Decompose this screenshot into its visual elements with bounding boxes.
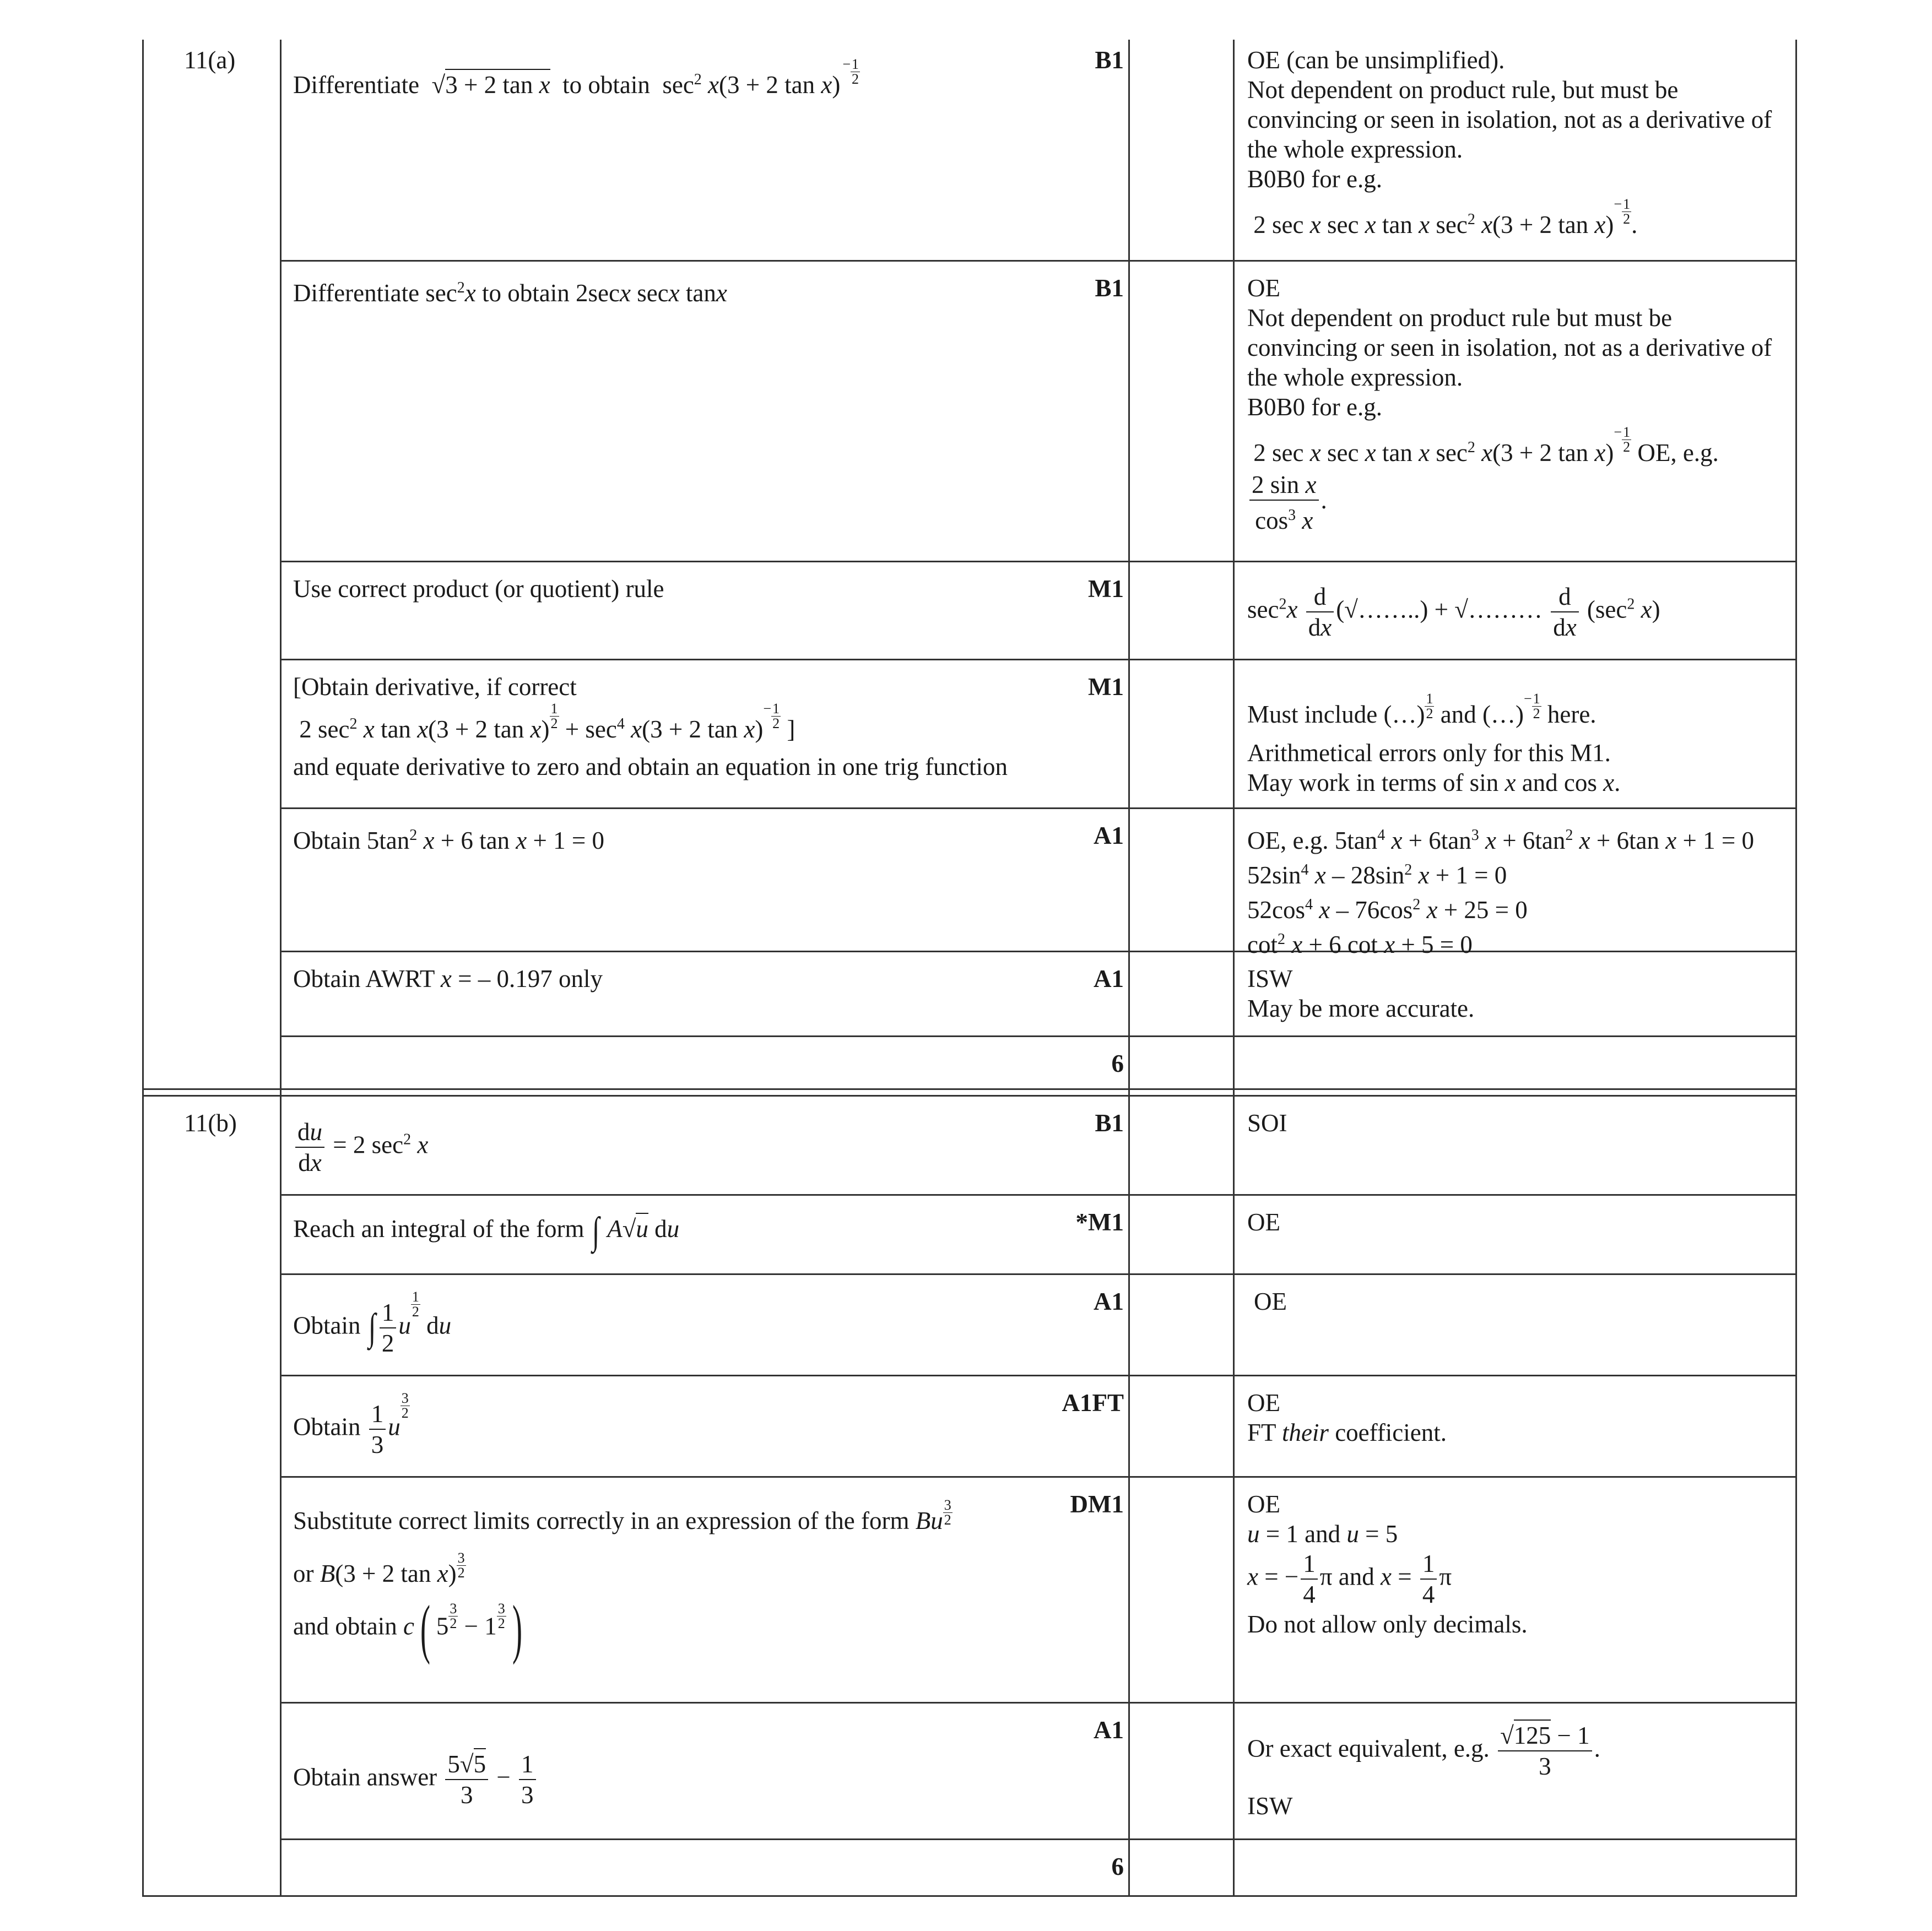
guidance-text: = 5	[1359, 1520, 1398, 1548]
guidance-line: $52\cos^4$ x – $76\cos^2$ x + 25 = 0	[1247, 896, 1528, 924]
row-divider	[280, 1273, 1797, 1275]
guidance-text: = 1 and	[1259, 1520, 1347, 1548]
mark-code: DM1	[1070, 1490, 1124, 1518]
guidance-text: FT	[1247, 1419, 1276, 1446]
row-divider	[280, 1375, 1797, 1376]
row-divider	[280, 260, 1797, 262]
guidance-line: u = 1 and u = 5	[1247, 1520, 1398, 1548]
table-border-bottom	[142, 1895, 1797, 1897]
guidance-line: $52\sin^4$ x – $28\sin^2$ x + 1 = 0	[1247, 861, 1507, 889]
mark-scheme-table	[142, 40, 1797, 1897]
guidance-text: coefficient.	[1328, 1419, 1447, 1446]
guidance-a2	[1247, 273, 1772, 535]
answer-b3: Obtain ∫ $\frac{1}{2}$ u $\frac{1}{2}$ du	[293, 1289, 452, 1357]
guidance-line: Not dependent on product rule, but must be	[1247, 76, 1679, 104]
section-divider	[142, 1095, 1797, 1097]
guidance-formula: x = − $\frac{1}{4}$ π and x = $\frac{1}{4}$ π	[1247, 1550, 1452, 1608]
answer-formula: and obtain c( 5 $\frac{3}{2}$ − 1 $\frac{3}{2}$ )	[293, 1592, 522, 1665]
answer-formula: 2 $\sec^2 x$ tan x(3 + 2 tan x) $\frac{1}{2}$ + $\sec^4 x(3 + 2$ tan x)− $\frac{1}{2}$ ]	[293, 701, 795, 743]
guidance-line: Not dependent on product rule but must be	[1247, 304, 1673, 332]
guidance-a1	[1247, 45, 1772, 240]
mark-code: B1	[1095, 1109, 1124, 1137]
guidance-line: convincing or seen in isolation, not as a derivative of	[1247, 106, 1772, 133]
guidance-text: here.	[1547, 701, 1597, 728]
row-divider	[280, 561, 1797, 562]
row-divider	[280, 659, 1797, 660]
row-divider	[280, 1838, 1797, 1840]
guidance-line: OE	[1247, 274, 1280, 302]
mark-code: A1	[1094, 822, 1124, 849]
answer-formula: or B(3 + 2 tan x) $\frac{3}{2}$	[293, 1550, 465, 1587]
guidance-line: B0B0 for e.g.	[1247, 393, 1382, 421]
answer-text: Obtain AWRT	[293, 965, 435, 992]
table-divider-answer	[280, 40, 282, 1897]
answer-a5: Obtain $5\tan^2$ x + 6 tan x + 1 = 0	[293, 827, 605, 854]
answer-a4	[293, 672, 1008, 782]
guidance-a5	[1247, 821, 1754, 959]
guidance-formula: 2 sec x sec x tan x $\sec^2 x(3 + 2$ tan x)− $\frac{1}{2}$ OE, e.g.	[1247, 424, 1719, 467]
guidance-line: convincing or seen in isolation, not as a derivative of	[1247, 334, 1772, 361]
total-marks: 6	[1111, 1050, 1124, 1077]
guidance-formula: $\frac{\text{2 sin x}}{\cos^3 x}$ .	[1247, 470, 1772, 535]
answer-text: or	[293, 1560, 314, 1587]
answer-a6: Obtain AWRT x = – 0.197 only	[293, 965, 603, 992]
table-divider-guidance	[1233, 40, 1235, 1897]
guidance-line: Arithmetical errors only for this M1.	[1247, 739, 1611, 767]
answer-text: and obtain	[293, 1612, 397, 1640]
answer-text: to obtain	[562, 71, 650, 99]
guidance-text: Or exact equivalent, e.g.	[1247, 1734, 1490, 1762]
answer-b4: Obtain $\frac{1}{3}$ u $\frac{3}{2}$	[293, 1390, 409, 1458]
guidance-b3: OE	[1254, 1288, 1287, 1315]
guidance-text: and	[1440, 701, 1476, 728]
guidance-b1: SOI	[1247, 1109, 1287, 1137]
table-divider-marks	[1128, 40, 1130, 1897]
guidance-text: OE, e.g.	[1637, 439, 1719, 467]
table-border-right	[1795, 40, 1797, 1897]
answer-b5	[293, 1497, 953, 1665]
guidance-a6	[1247, 964, 1474, 1023]
guidance-line: ISW	[1247, 1792, 1293, 1820]
guidance-b4	[1247, 1388, 1447, 1447]
guidance-formula: 2 sec x sec x tan x $\sec^2 x(3 + 2$ tan x)− $\frac{1}{2}$ .	[1247, 196, 1638, 238]
guidance-line: B0B0 for e.g.	[1247, 165, 1382, 193]
mark-code: *M1	[1075, 1208, 1124, 1236]
guidance-line: $\cot^2 x + 6$ cot x + 5 = 0	[1247, 931, 1473, 958]
question-number: 11(a)	[184, 46, 236, 74]
total-marks: 6	[1111, 1853, 1124, 1880]
guidance-line: Do not allow only decimals.	[1247, 1610, 1528, 1638]
answer-a2: Differentiate $\sec^2x$ to obtain 2secx secx tanx	[293, 279, 727, 307]
guidance-b2: OE	[1247, 1208, 1280, 1236]
mark-code: A1FT	[1062, 1389, 1124, 1417]
guidance-text: their	[1281, 1419, 1329, 1446]
answer-a1: Differentiate √3 + 2 tan x to obtain $\sec^2 x(3 + 2$ tan x)− $\frac{1}{2}$	[293, 56, 859, 99]
row-divider	[280, 807, 1797, 809]
answer-text: to obtain 2sec	[475, 279, 620, 307]
row-divider	[280, 1194, 1797, 1196]
answer-a3: Use correct product (or quotient) rule	[293, 575, 664, 603]
guidance-line: the whole expression.	[1247, 135, 1463, 163]
mark-code: M1	[1088, 673, 1124, 701]
guidance-text: Must include	[1247, 701, 1378, 728]
guidance-a4	[1247, 691, 1621, 798]
mark-code: A1	[1094, 1716, 1124, 1744]
guidance-b5	[1247, 1489, 1528, 1639]
question-number: 11(b)	[184, 1109, 237, 1137]
guidance-line: OE, e.g. $5\tan^4$ $x + 6\tan^3$ $x + 6\tan^2$ x + 6tan x + 1 = 0	[1247, 827, 1754, 854]
section-divider	[142, 1088, 1797, 1090]
answer-text: Obtain answer	[293, 1763, 437, 1791]
guidance-text: OE, e.g. 5tan	[1247, 827, 1378, 854]
table-border-left	[142, 40, 144, 1897]
mark-code: B1	[1095, 46, 1124, 74]
mark-code: M1	[1088, 575, 1124, 603]
mark-code: B1	[1095, 274, 1124, 302]
answer-b6: Obtain answer $\frac{5√5}{3}$ − $\frac{1}{3}$	[293, 1749, 538, 1810]
row-divider	[280, 1476, 1797, 1478]
guidance-line: ISW	[1247, 965, 1293, 992]
guidance-line: the whole expression.	[1247, 364, 1463, 391]
mark-code: A1	[1094, 1288, 1124, 1315]
answer-text: Differentiate sec	[293, 279, 457, 307]
row-divider	[280, 1035, 1797, 1037]
guidance-line: OE	[1247, 1490, 1280, 1518]
guidance-line: OE	[1247, 1389, 1280, 1417]
answer-text: Obtain 5tan	[293, 827, 410, 854]
answer-text: Reach an integral of the form	[293, 1215, 585, 1243]
guidance-text: May work in terms of sin	[1247, 769, 1499, 796]
answer-text: [Obtain derivative, if correct	[293, 673, 577, 701]
mark-code: A1	[1094, 965, 1124, 992]
guidance-b6	[1247, 1715, 1600, 1821]
guidance-line: May work in terms of sin x and cos x.	[1247, 769, 1621, 796]
answer-text: and equate derivative to zero and obtain an equation in one trig function	[293, 753, 1008, 780]
answer-b1: $\frac{du}{dx}$ = 2 $\sec^2 x$	[293, 1117, 428, 1178]
answer-formula: Substitute correct limits correctly in an expression of the form Bu $\frac{3}{2}$	[293, 1497, 951, 1534]
guidance-formula: Must include (…) $\frac{1}{2}$ and (…)− $\frac{1}{2}$ here.	[1247, 691, 1597, 728]
row-divider	[280, 1702, 1797, 1704]
guidance-line	[1247, 1418, 1447, 1447]
guidance-formula: Or exact equivalent, e.g. $\frac{√125 - 1}{3}$ .	[1247, 1721, 1600, 1781]
answer-text: = – 0.197 only	[451, 965, 603, 992]
guidance-text: and cos	[1516, 769, 1597, 796]
guidance-line: OE (can be unsimplified).	[1247, 46, 1505, 74]
answer-text: Obtain	[293, 1413, 361, 1441]
answer-b2: Reach an integral of the form ∫ A√u du	[293, 1209, 680, 1252]
answer-text: Substitute correct limits correctly in an expression of the form	[293, 1507, 910, 1534]
guidance-a3: $\sec^2x$ $\frac{d}{dx}$ (√……..) + √……… $\frac{d}{dx}$ ($\sec^2$ x)	[1247, 583, 1660, 641]
answer-text: Obtain	[293, 1311, 361, 1339]
answer-text: Differentiate	[293, 71, 420, 99]
guidance-line: May be more accurate.	[1247, 995, 1475, 1022]
